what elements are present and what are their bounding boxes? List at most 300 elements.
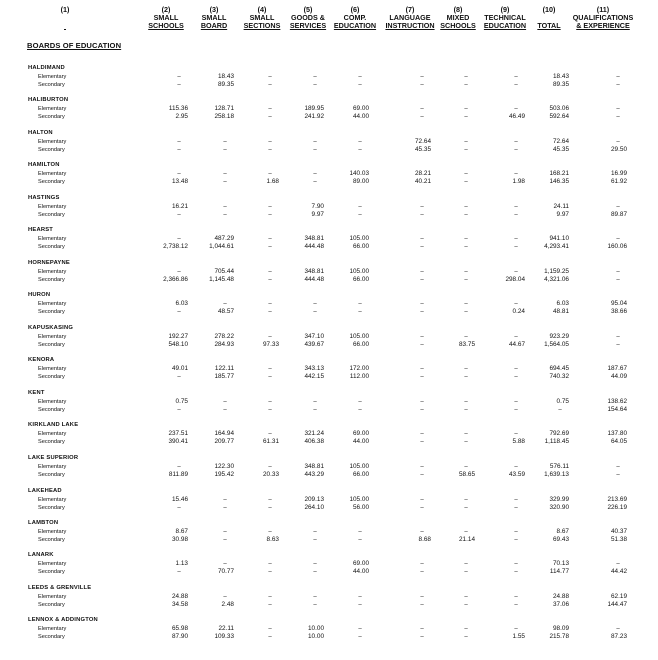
table-cell: 8.67 [175, 528, 188, 535]
table-cell: – [464, 236, 468, 242]
table-row [0, 463, 658, 471]
table-cell: 503.06 [549, 105, 569, 112]
column-label-line2: SERVICES [289, 21, 327, 30]
table-cell: – [268, 204, 272, 210]
table-cell: 44.00 [353, 113, 369, 120]
table-cell: – [420, 301, 424, 307]
column-number: (10) [542, 5, 556, 14]
table-cell: – [420, 236, 424, 242]
table-cell: – [358, 204, 362, 210]
table-cell: 592.64 [549, 113, 569, 120]
row-label: Elementary [38, 431, 67, 437]
table-cell: – [268, 374, 272, 380]
table-cell: 45.35 [415, 146, 431, 153]
row-label: Secondary [38, 537, 65, 543]
table-row [0, 105, 658, 113]
table-cell: 1.55 [512, 633, 525, 640]
table-cell: – [313, 74, 317, 80]
table-cell: 923.29 [549, 333, 569, 340]
table-cell: – [464, 106, 468, 112]
table-cell: – [420, 74, 424, 80]
table-row [0, 243, 658, 251]
table-cell: – [268, 147, 272, 153]
table-cell: 192.27 [168, 333, 188, 340]
row-label: Secondary [38, 505, 65, 511]
table-cell: 66.00 [353, 341, 369, 348]
table-cell: 105.00 [349, 333, 369, 340]
table-cell: – [313, 399, 317, 405]
column-label-line2: SCHOOLS [440, 21, 476, 30]
table-cell: 8.68 [418, 536, 431, 543]
table-cell: 24.88 [172, 593, 188, 600]
table-cell: 46.49 [509, 113, 525, 120]
table-cell: 154.64 [607, 406, 627, 413]
table-cell: 105.00 [349, 235, 369, 242]
table-cell: – [223, 212, 227, 218]
table-cell: – [514, 74, 518, 80]
table-cell: – [358, 212, 362, 218]
table-cell: 69.43 [553, 536, 569, 543]
column-label-line2: TOTAL [537, 21, 561, 30]
table-cell: – [464, 114, 468, 120]
board-name: HALTON [28, 130, 53, 136]
column-label-line1: SMALL [201, 13, 227, 22]
table-cell: – [177, 407, 181, 413]
board-name: KENT [28, 390, 45, 396]
table-cell: – [616, 342, 620, 348]
table-cell: – [464, 374, 468, 380]
table-cell: – [358, 634, 362, 640]
table-cell: 58.65 [459, 471, 475, 478]
table-cell: – [420, 634, 424, 640]
table-cell: 18.43 [553, 73, 569, 80]
table-cell: – [464, 212, 468, 218]
table-cell: – [313, 569, 317, 575]
column-number: (7) [405, 5, 415, 14]
table-cell: 168.21 [549, 170, 569, 177]
table-cell: – [514, 106, 518, 112]
table-cell: – [268, 431, 272, 437]
table-cell: – [514, 139, 518, 145]
table-cell: 144.47 [607, 601, 627, 608]
table-cell: – [514, 244, 518, 250]
table-cell: 89.35 [218, 81, 234, 88]
table-cell: 160.06 [607, 243, 627, 250]
table-cell: – [177, 139, 181, 145]
table-cell: 140.03 [349, 170, 369, 177]
column-number: (1) [60, 5, 70, 14]
table-cell: – [514, 204, 518, 210]
row-label: Elementary [38, 529, 67, 535]
row-label: Elementary [38, 626, 67, 632]
table-cell: 66.00 [353, 276, 369, 283]
table-cell: – [358, 82, 362, 88]
table-cell: 2.95 [175, 113, 188, 120]
table-cell: – [268, 334, 272, 340]
table-cell: – [464, 431, 468, 437]
table-cell: – [313, 529, 317, 535]
table-cell: 444.48 [304, 243, 324, 250]
table-cell: – [268, 244, 272, 250]
table-cell: 189.95 [304, 105, 324, 112]
table-cell: – [223, 139, 227, 145]
table-cell: – [420, 497, 424, 503]
table-cell: – [223, 204, 227, 210]
column-header-4 [238, 6, 286, 36]
table-cell: – [464, 602, 468, 608]
table-cell: – [268, 497, 272, 503]
table-cell: – [420, 626, 424, 632]
column-label-line1: LANGUAGE [389, 13, 431, 22]
table-cell: – [514, 212, 518, 218]
table-cell: – [268, 561, 272, 567]
table-cell: 72.64 [553, 138, 569, 145]
table-cell: 442.15 [304, 373, 324, 380]
table-row [0, 178, 658, 186]
table-cell: – [177, 269, 181, 275]
table-cell: – [313, 171, 317, 177]
table-cell: – [223, 407, 227, 413]
table-cell: – [464, 561, 468, 567]
table-row [0, 73, 658, 81]
table-cell: – [616, 114, 620, 120]
table-cell: 172.00 [349, 365, 369, 372]
table-cell: – [464, 244, 468, 250]
row-label: Secondary [38, 114, 65, 120]
table-row [0, 406, 658, 414]
table-cell: 28.21 [415, 170, 431, 177]
row-label: Elementary [38, 204, 67, 210]
table-cell: – [464, 309, 468, 315]
table-cell: 1,044.61 [209, 243, 234, 250]
table-cell: 406.38 [304, 438, 324, 445]
table-cell: – [358, 301, 362, 307]
table-cell: 548.10 [168, 341, 188, 348]
row-label: Secondary [38, 179, 65, 185]
table-row [0, 438, 658, 446]
column-label-line2: & EXPERIENCE [576, 21, 630, 30]
table-cell: – [420, 269, 424, 275]
table-row [0, 170, 658, 178]
table-cell: 70.13 [553, 560, 569, 567]
table-cell: 112.00 [349, 373, 369, 380]
table-cell: – [514, 171, 518, 177]
table-row [0, 81, 658, 89]
table-cell: 7.90 [311, 203, 324, 210]
table-cell: 1,118.45 [544, 438, 569, 445]
table-cell: – [514, 529, 518, 535]
table-cell: – [514, 537, 518, 543]
table-cell: 1.13 [175, 560, 188, 567]
row-label: Secondary [38, 569, 65, 575]
table-cell: – [268, 366, 272, 372]
table-cell: – [464, 505, 468, 511]
column-header-6 [326, 6, 384, 36]
table-cell: 48.81 [553, 308, 569, 315]
table-cell: – [268, 82, 272, 88]
table-row [0, 625, 658, 633]
table-cell: – [268, 529, 272, 535]
board-name: KAPUSKASING [28, 325, 74, 331]
table-cell: – [420, 204, 424, 210]
table-cell: 9.97 [556, 211, 569, 218]
table-row [0, 211, 658, 219]
table-cell: 137.80 [607, 430, 627, 437]
table-cell: 97.33 [263, 341, 279, 348]
row-label: Elementary [38, 561, 67, 567]
table-cell: – [223, 497, 227, 503]
table-cell: – [420, 334, 424, 340]
table-cell: 740.32 [549, 373, 569, 380]
table-cell: 343.13 [304, 365, 324, 372]
table-cell: – [420, 277, 424, 283]
table-cell: 284.93 [214, 341, 234, 348]
table-cell: 792.69 [549, 430, 569, 437]
table-cell: – [420, 82, 424, 88]
table-cell: 29.50 [611, 146, 627, 153]
table-cell: 487.29 [214, 235, 234, 242]
table-cell: – [514, 82, 518, 88]
table-cell: – [358, 399, 362, 405]
table-cell: 1.98 [512, 178, 525, 185]
column-label-line1: TECHNICAL [484, 13, 526, 22]
table-cell: – [514, 399, 518, 405]
table-cell: – [616, 472, 620, 478]
row-label: Secondary [38, 407, 65, 413]
table-cell: 61.92 [611, 178, 627, 185]
table-cell: – [268, 464, 272, 470]
table-cell: – [358, 594, 362, 600]
table-row [0, 341, 658, 349]
table-row [0, 471, 658, 479]
table-cell: – [313, 147, 317, 153]
table-cell: – [420, 374, 424, 380]
table-cell: 185.77 [214, 373, 234, 380]
table-cell: – [514, 497, 518, 503]
table-cell: 87.23 [611, 633, 627, 640]
table-row [0, 496, 658, 504]
board-name: HORNEPAYNE [28, 260, 70, 266]
table-cell: – [177, 171, 181, 177]
table-cell: – [313, 407, 317, 413]
table-cell: – [420, 212, 424, 218]
table-cell: – [313, 309, 317, 315]
table-cell: – [420, 342, 424, 348]
table-cell: – [177, 82, 181, 88]
table-cell: – [616, 139, 620, 145]
table-cell: – [464, 204, 468, 210]
table-cell: – [616, 204, 620, 210]
table-cell: – [268, 114, 272, 120]
table-cell: – [223, 171, 227, 177]
table-cell: – [268, 171, 272, 177]
table-cell: – [464, 399, 468, 405]
table-cell: 72.64 [415, 138, 431, 145]
table-cell: – [268, 277, 272, 283]
column-label-line2: BOARD [200, 21, 228, 30]
table-cell: 329.99 [549, 496, 569, 503]
table-cell: 237.51 [168, 430, 188, 437]
table-cell: – [177, 569, 181, 575]
table-cell: – [420, 464, 424, 470]
table-cell: 298.04 [505, 276, 525, 283]
table-cell: – [420, 366, 424, 372]
column-header-10 [533, 6, 565, 36]
column-number: (2) [161, 5, 171, 14]
table-cell: 439.67 [304, 341, 324, 348]
table-cell: 66.00 [353, 243, 369, 250]
table-cell: – [616, 106, 620, 112]
table-cell: 44.67 [509, 341, 525, 348]
table-cell: – [223, 399, 227, 405]
table-row [0, 601, 658, 609]
table-cell: 95.04 [611, 300, 627, 307]
table-cell: – [420, 309, 424, 315]
board-name: LAMBTON [28, 520, 59, 526]
table-cell: 1,564.05 [544, 341, 569, 348]
table-cell: 209.77 [214, 438, 234, 445]
table-cell: 443.29 [304, 471, 324, 478]
table-cell: – [514, 431, 518, 437]
table-cell: – [514, 602, 518, 608]
board-name: HALIBURTON [28, 97, 69, 103]
table-cell: – [464, 464, 468, 470]
column-number: (4) [257, 5, 267, 14]
table-cell: 941.10 [549, 235, 569, 242]
table-cell: – [514, 147, 518, 153]
table-cell: – [268, 106, 272, 112]
table-cell: – [464, 179, 468, 185]
table-cell: – [514, 464, 518, 470]
table-cell: – [268, 626, 272, 632]
table-cell: 16.99 [611, 170, 627, 177]
table-cell: – [464, 171, 468, 177]
table-cell: – [420, 407, 424, 413]
table-cell: 213.69 [607, 496, 627, 503]
table-cell: 2,366.86 [163, 276, 188, 283]
table-cell: – [514, 626, 518, 632]
table-cell: – [177, 74, 181, 80]
table-cell: – [464, 407, 468, 413]
table-cell: – [177, 505, 181, 511]
table-cell: 18.43 [218, 73, 234, 80]
table-cell: – [223, 505, 227, 511]
table-cell: – [223, 147, 227, 153]
table-row [0, 300, 658, 308]
table-cell: 40.37 [611, 528, 627, 535]
table-cell: – [313, 602, 317, 608]
column-number: (3) [209, 5, 219, 14]
table-cell: 146.35 [549, 178, 569, 185]
row-label: Secondary [38, 309, 65, 315]
row-label: Elementary [38, 74, 67, 80]
table-row [0, 593, 658, 601]
table-cell: 10.00 [308, 633, 324, 640]
table-cell: 6.03 [175, 300, 188, 307]
table-cell: – [464, 634, 468, 640]
row-label: Elementary [38, 269, 67, 275]
table-cell: 2.48 [221, 601, 234, 608]
table-cell: 576.11 [549, 463, 569, 470]
section-title: BOARDS OF EDUCATION [27, 41, 122, 50]
table-cell: 278.22 [214, 333, 234, 340]
table-cell: 0.24 [512, 308, 525, 315]
table-cell: – [177, 309, 181, 315]
table-cell: 105.00 [349, 463, 369, 470]
board-name: HALDIMAND [28, 65, 65, 71]
table-cell: 69.00 [353, 430, 369, 437]
table-cell: – [464, 82, 468, 88]
table-cell: – [558, 407, 562, 413]
table-cell: – [464, 301, 468, 307]
row-label: Secondary [38, 472, 65, 478]
column-header-3 [194, 6, 234, 36]
column-header-1 [50, 6, 80, 36]
row-label: Secondary [38, 342, 65, 348]
column-header-11 [566, 6, 640, 36]
table-cell: – [464, 147, 468, 153]
table-cell: – [223, 537, 227, 543]
table-cell: – [616, 74, 620, 80]
table-cell: 16.21 [172, 203, 188, 210]
table-row [0, 268, 658, 276]
table-cell: – [223, 179, 227, 185]
table-cell: 6.03 [556, 300, 569, 307]
table-cell: 24.11 [553, 203, 569, 210]
table-cell: – [616, 334, 620, 340]
column-label-line2 [50, 22, 80, 30]
table-cell: 348.81 [304, 268, 324, 275]
table-cell: 45.35 [553, 146, 569, 153]
table-cell: – [358, 529, 362, 535]
table-row [0, 373, 658, 381]
table-cell: 4,293.41 [544, 243, 569, 250]
column-header-2 [143, 6, 189, 36]
column-label-line2: EDUCATION [483, 21, 527, 30]
table-cell: 694.45 [549, 365, 569, 372]
table-cell: – [420, 244, 424, 250]
table-cell: – [313, 139, 317, 145]
table-cell: – [616, 626, 620, 632]
table-row [0, 568, 658, 576]
board-name: LEEDS & GRENVILLE [28, 585, 92, 591]
table-cell: – [420, 561, 424, 567]
table-cell: – [616, 269, 620, 275]
table-row [0, 333, 658, 341]
table-cell: 114.77 [549, 568, 569, 575]
table-cell: 61.31 [263, 438, 279, 445]
table-cell: 811.89 [168, 471, 188, 478]
table-row [0, 308, 658, 316]
column-header-7 [379, 6, 441, 36]
table-cell: 1,639.13 [544, 471, 569, 478]
board-name: HAMILTON [28, 162, 60, 168]
table-cell: 48.57 [218, 308, 234, 315]
table-cell: – [514, 561, 518, 567]
table-cell: – [616, 236, 620, 242]
row-label: Secondary [38, 277, 65, 283]
table-cell: 37.06 [553, 601, 569, 608]
table-row [0, 276, 658, 284]
table-cell: – [464, 139, 468, 145]
row-label: Secondary [38, 439, 65, 445]
table-cell: – [313, 301, 317, 307]
board-name: LANARK [28, 552, 54, 558]
table-cell: – [420, 529, 424, 535]
table-cell: – [514, 269, 518, 275]
table-cell: 83.75 [459, 341, 475, 348]
table-cell: 89.00 [353, 178, 369, 185]
